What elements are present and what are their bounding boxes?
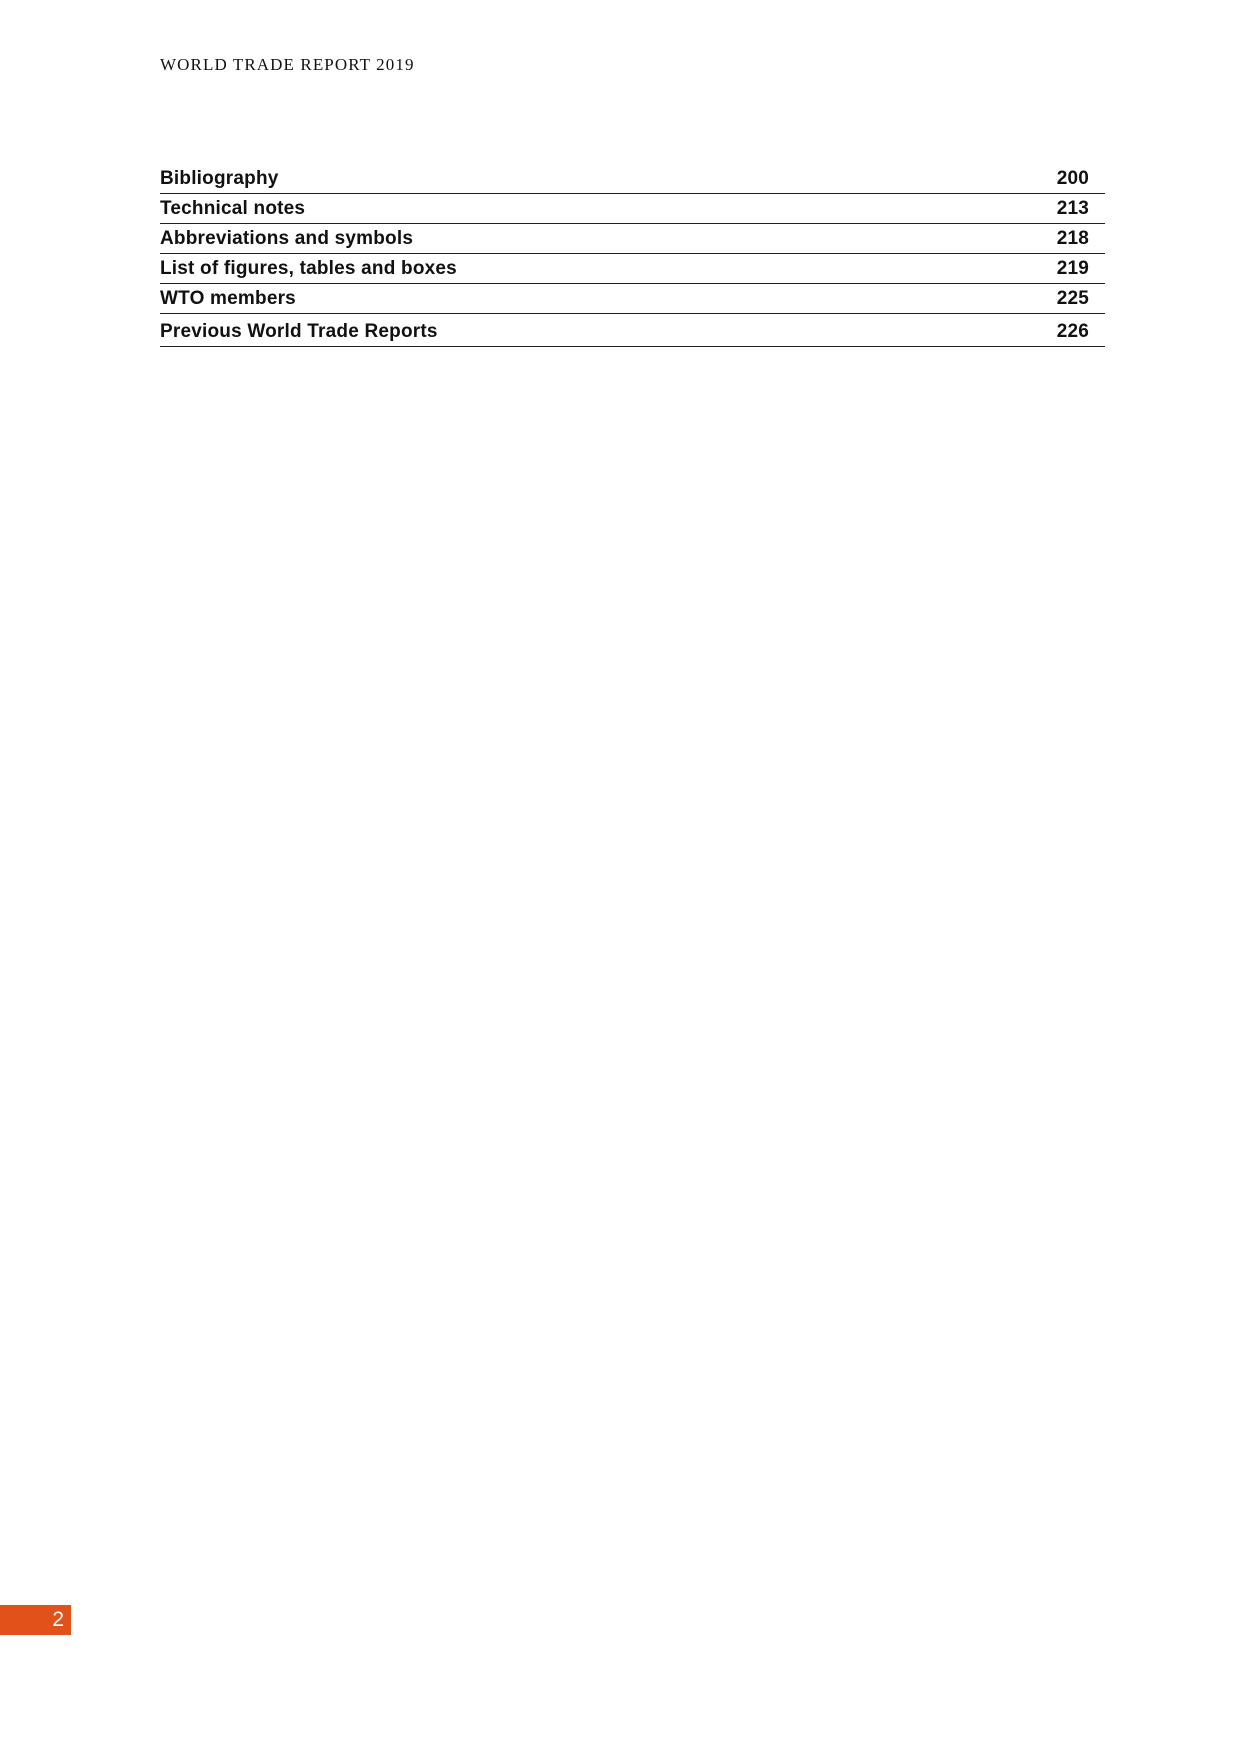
- toc-entry-label: Previous World Trade Reports: [160, 321, 438, 342]
- toc-entry-label: Technical notes: [160, 198, 306, 219]
- page-number: 2: [52, 1608, 64, 1631]
- toc-entry-page: 226: [1056, 321, 1089, 342]
- toc-entry-label: List of figures, tables and boxes: [160, 258, 457, 279]
- toc-entry-page: 213: [1056, 198, 1089, 219]
- toc-entry-abbreviations[interactable]: [160, 224, 1105, 254]
- table-of-contents: [160, 164, 1105, 347]
- toc-entry-label: WTO members: [160, 288, 296, 309]
- toc-entry-page: 219: [1056, 258, 1089, 279]
- toc-entry-list-of-figures[interactable]: [160, 254, 1105, 284]
- page-number-tab: [0, 1605, 71, 1635]
- toc-entry-wto-members[interactable]: [160, 284, 1105, 314]
- toc-entry-bibliography[interactable]: [160, 164, 1105, 194]
- toc-entry-previous-reports[interactable]: [160, 314, 1105, 347]
- toc-entry-page: 200: [1056, 168, 1089, 189]
- toc-entry-page: 225: [1056, 288, 1089, 309]
- toc-entry-page: 218: [1056, 228, 1089, 249]
- toc-entry-technical-notes[interactable]: [160, 194, 1105, 224]
- toc-entry-label: Bibliography: [160, 168, 279, 189]
- toc-entry-label: Abbreviations and symbols: [160, 228, 414, 249]
- running-header: WORLD TRADE REPORT 2019: [160, 55, 415, 74]
